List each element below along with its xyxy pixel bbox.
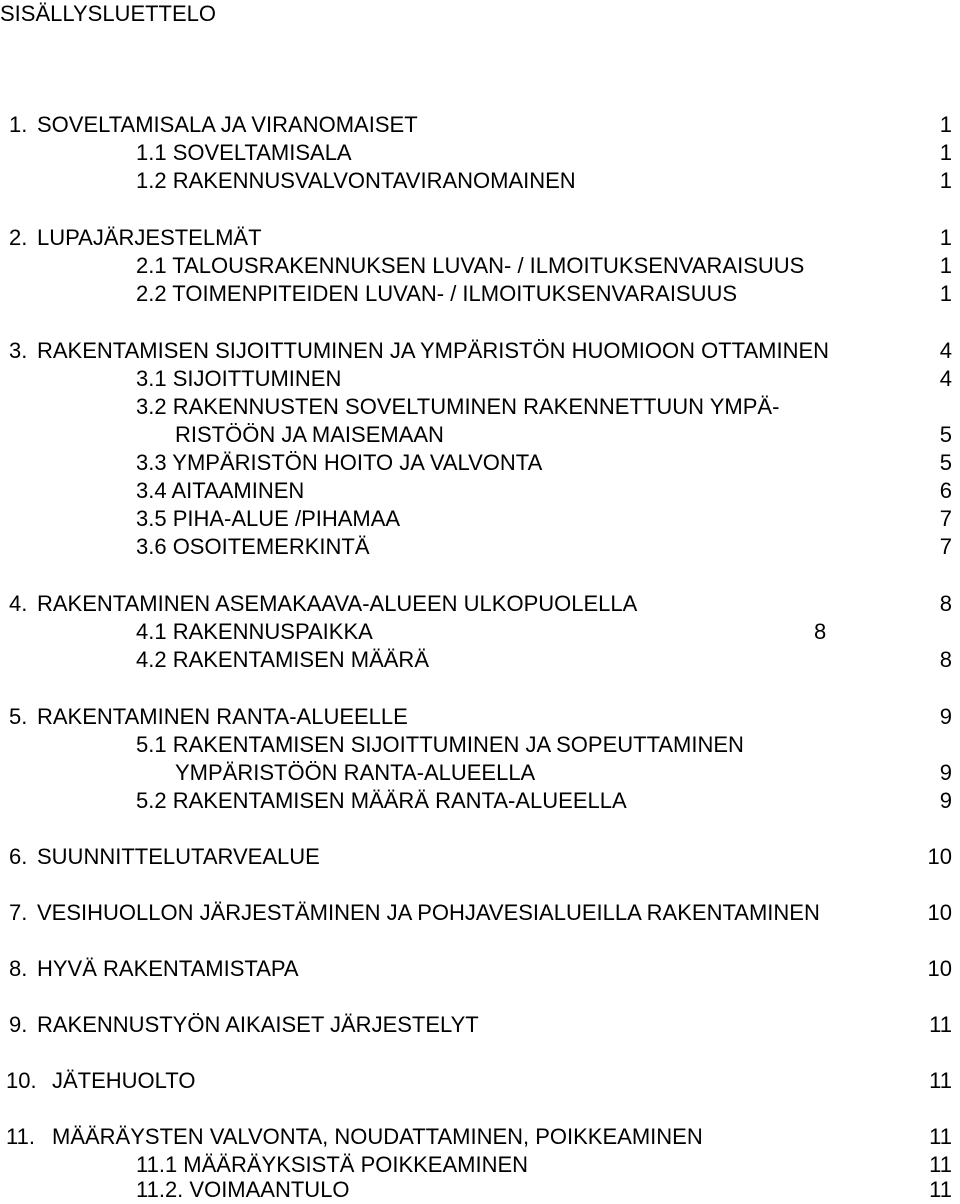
toc-entry-2-2	[0, 280, 960, 308]
toc-page: 9	[939, 760, 952, 785]
toc-page: 11	[929, 1124, 952, 1149]
toc-title: 3.4 AITAAMINEN	[136, 478, 305, 503]
toc-entry-3-1	[0, 365, 960, 393]
toc-number: 6.	[9, 844, 28, 869]
toc-entry-2-1	[0, 252, 960, 280]
toc-page: 5	[939, 422, 952, 447]
toc-title: 4.1 RAKENNUSPAIKKA	[136, 619, 373, 644]
toc-entry-5	[0, 703, 960, 731]
toc-title: 2.1 TALOUSRAKENNUKSEN LUVAN- / ILMOITUKSENVARAISUUS	[136, 253, 805, 278]
toc-entry-3-2-cont	[0, 421, 960, 449]
toc-title: 11.1 MÄÄRÄYKSISTÄ POIKKEAMINEN	[136, 1152, 529, 1177]
toc-entry-3-3	[0, 449, 960, 477]
toc-page: 1	[939, 140, 952, 165]
toc-page: 6	[939, 478, 952, 503]
toc-title: 3.5 PIHA-ALUE /PIHAMAA	[136, 506, 401, 531]
toc-number: 5.	[9, 704, 28, 729]
toc-number: 10.	[6, 1068, 37, 1093]
toc-title: 3.3 YMPÄRISTÖN HOITO JA VALVONTA	[136, 450, 543, 475]
toc-number: 7.	[9, 900, 28, 925]
toc-entry-3-5	[0, 505, 960, 533]
toc-page: 7	[939, 534, 952, 559]
toc-page: 10	[927, 844, 952, 869]
toc-title: 4.2 RAKENTAMISEN MÄÄRÄ	[136, 647, 429, 672]
toc-page: 4	[939, 366, 952, 391]
toc-entry-4-1	[0, 618, 960, 646]
toc-page: 9	[939, 788, 952, 813]
toc-entry-8	[0, 955, 960, 983]
toc-title: 3.6 OSOITEMERKINTÄ	[136, 534, 370, 559]
title-text: SISÄLLYSLUETTELO	[0, 1, 217, 26]
toc-entry-5-1	[0, 731, 960, 759]
toc-page: 9	[939, 704, 952, 729]
toc-title: MÄÄRÄYSTEN VALVONTA, NOUDATTAMINEN, POIKKEAMINEN	[52, 1124, 703, 1149]
toc-title: 3.2 RAKENNUSTEN SOVELTUMINEN RAKENNETTUUN YMPÄ-	[136, 394, 780, 419]
toc-title: HYVÄ RAKENTAMISTAPA	[37, 956, 299, 981]
toc-entry-5-2	[0, 787, 960, 815]
toc-title: VESIHUOLLON JÄRJESTÄMINEN JA POHJAVESIALUEILLA RAKENTAMINEN	[37, 900, 820, 925]
toc-title: 1.2 RAKENNUSVALVONTAVIRANOMAINEN	[136, 168, 576, 193]
toc-title: 2.2 TOIMENPITEIDEN LUVAN- / ILMOITUKSENVARAISUUS	[136, 281, 738, 306]
toc-entry-1	[0, 111, 960, 139]
toc-entry-10	[0, 1067, 960, 1095]
toc-number: 2.	[9, 225, 28, 250]
toc-entry-3-6	[0, 533, 960, 561]
toc-entry-4-2	[0, 646, 960, 674]
toc-number: 3.	[9, 338, 28, 363]
toc-title-continuation: YMPÄRISTÖÖN RANTA-ALUEELLA	[175, 760, 536, 785]
toc-number: 4.	[9, 591, 28, 616]
toc-title: RAKENTAMINEN ASEMAKAAVA-ALUEEN ULKOPUOLELLA	[37, 591, 638, 616]
toc-entry-11-1	[0, 1151, 960, 1179]
toc-entry-11	[0, 1123, 960, 1151]
toc-number: 1.	[9, 112, 28, 137]
toc-page: 10	[927, 956, 952, 981]
toc-entry-4	[0, 590, 960, 618]
toc-title-continuation: RISTÖÖN JA MAISEMAAN	[175, 422, 444, 447]
toc-title: SOVELTAMISALA JA VIRANOMAISET	[37, 112, 418, 137]
toc-title: 3.1 SIJOITTUMINEN	[136, 366, 342, 391]
toc-entry-3-4	[0, 477, 960, 505]
toc-page: 1	[939, 225, 952, 250]
toc-page: 1	[939, 281, 952, 306]
toc-title: 5.2 RAKENTAMISEN MÄÄRÄ RANTA-ALUEELLA	[136, 788, 627, 813]
toc-entry-2	[0, 224, 960, 252]
toc-title: 5.1 RAKENTAMISEN SIJOITTUMINEN JA SOPEUTTAMINEN	[136, 732, 744, 757]
toc-title: LUPAJÄRJESTELMÄT	[37, 225, 262, 250]
toc-page: 5	[939, 450, 952, 475]
toc-page: 11	[929, 1177, 952, 1202]
toc-entry-11-2	[0, 1176, 960, 1204]
toc-number: 11.	[6, 1124, 35, 1149]
toc-entry-3-2	[0, 393, 960, 421]
toc-title: RAKENNUSTYÖN AIKAISET JÄRJESTELYT	[37, 1012, 479, 1037]
toc-title: SUUNNITTELUTARVEALUE	[37, 844, 320, 869]
toc-entry-1-1	[0, 139, 960, 167]
toc-page: 7	[939, 506, 952, 531]
toc-entry-7	[0, 899, 960, 927]
toc-entry-3	[0, 337, 960, 365]
document-title	[0, 0, 960, 28]
toc-number: 8.	[9, 956, 28, 981]
toc-page: 10	[927, 900, 952, 925]
toc-page: 11	[929, 1012, 952, 1037]
toc-page: 4	[939, 338, 952, 363]
toc-title: JÄTEHUOLTO	[52, 1068, 196, 1093]
toc-page: 8	[939, 647, 952, 672]
toc-entry-9	[0, 1011, 960, 1039]
toc-page: 8	[814, 619, 827, 644]
toc-title: RAKENTAMISEN SIJOITTUMINEN JA YMPÄRISTÖN HUOMIOON OTTAMINEN	[37, 338, 830, 363]
toc-page: 11	[929, 1152, 952, 1177]
toc-entry-6	[0, 843, 960, 871]
toc-page: 1	[939, 112, 952, 137]
toc-title: 11.2. VOIMAANTULO	[136, 1177, 350, 1202]
toc-number: 9.	[9, 1012, 28, 1037]
toc-title: 1.1 SOVELTAMISALA	[136, 140, 352, 165]
toc-entry-5-1-cont	[0, 759, 960, 787]
toc-page: 11	[929, 1068, 952, 1093]
toc-title: RAKENTAMINEN RANTA-ALUEELLE	[37, 704, 408, 729]
toc-page: 1	[939, 168, 952, 193]
toc-page: 8	[939, 591, 952, 616]
toc-entry-1-2	[0, 167, 960, 195]
toc-page: 1	[939, 253, 952, 278]
